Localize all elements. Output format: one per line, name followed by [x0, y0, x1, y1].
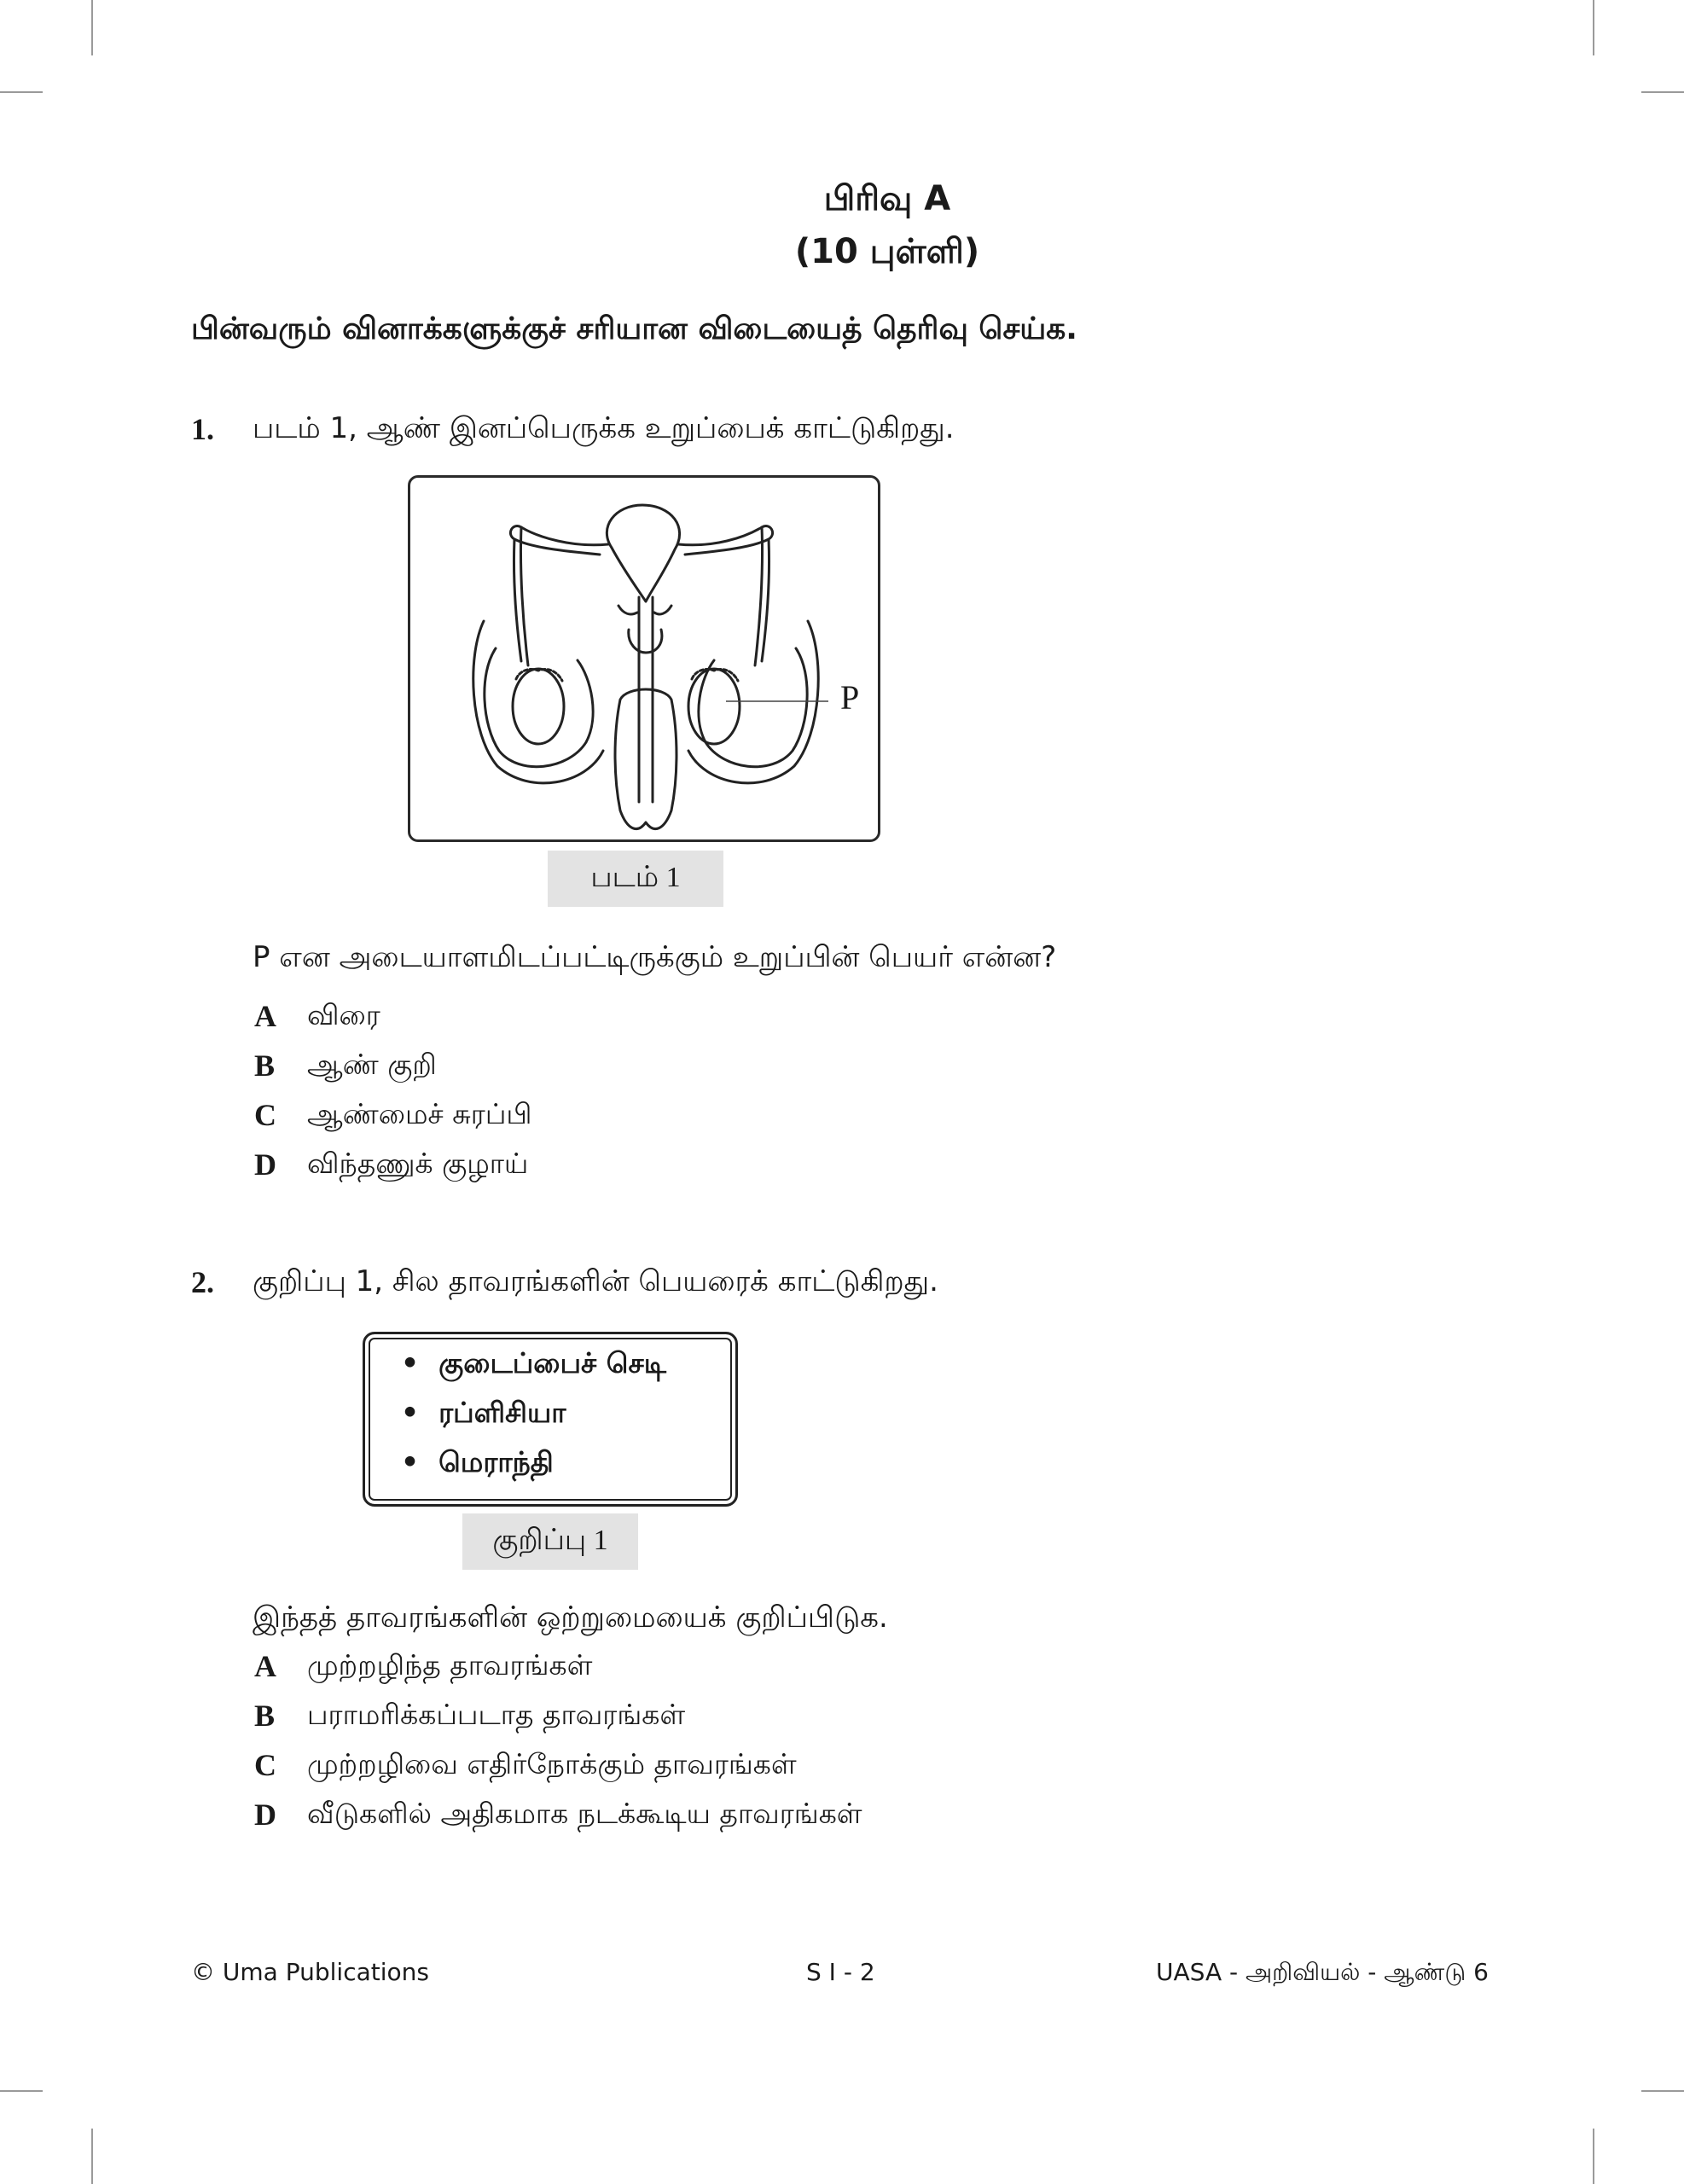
question-2-number: 2.	[191, 1265, 214, 1299]
footer-publisher: © Uma Publications	[191, 1958, 429, 1986]
figure-1-frame	[408, 475, 880, 842]
q2-option-d[interactable]: வீடுகளில் அதிகமாக நடக்கூடிய தாவரங்கள்	[307, 1797, 862, 1830]
q1-option-b[interactable]: ஆண் குறி	[307, 1048, 437, 1081]
question-1-prompt: P என அடையாளமிடப்பட்டிருக்கும் உறுப்பின் பெயர் என்ன?	[253, 940, 1057, 974]
note-1-caption: குறிப்பு 1	[462, 1513, 638, 1570]
crop-mark	[1593, 2129, 1594, 2184]
q2-option-a[interactable]: முற்றழிந்த தாவரங்கள்	[307, 1648, 593, 1682]
q1-option-d[interactable]: விந்தணுக் குழாய்	[307, 1147, 529, 1180]
q1-option-a[interactable]: விரை	[307, 998, 380, 1031]
figure-1-caption: படம் 1	[548, 851, 723, 907]
q2-option-d-letter: D	[254, 1798, 276, 1832]
q2-option-c-letter: C	[254, 1748, 276, 1782]
q1-option-d-letter: D	[254, 1147, 276, 1182]
q2-option-c[interactable]: முற்றழிவை எதிர்நோக்கும் தாவரங்கள்	[307, 1747, 797, 1780]
crop-mark	[0, 91, 43, 93]
q1-option-c-letter: C	[254, 1098, 276, 1132]
section-title: பிரிவு A	[823, 179, 951, 218]
crop-mark	[91, 2129, 93, 2184]
crop-mark	[1641, 2090, 1684, 2092]
question-1-intro: படம் 1, ஆண் இனப்பெருக்க உறுப்பைக் காட்டுகிறது.	[253, 411, 955, 445]
figure-label-p: P	[840, 678, 860, 717]
footer-page-number: S I - 2	[806, 1958, 875, 1986]
instruction: பின்வரும் வினாக்களுக்குச் சரியான விடையைத் தெரிவு செய்க.	[191, 311, 1077, 346]
section-marks: (10 புள்ளி)	[794, 232, 980, 271]
crop-mark	[1593, 0, 1594, 55]
q2-option-b[interactable]: பராமரிக்கப்படாத தாவரங்கள்	[307, 1698, 686, 1731]
question-2-prompt: இந்தத் தாவரங்களின் ஒற்றுமையைக் குறிப்பிடுக.	[253, 1600, 888, 1635]
note-item: • ரப்ளிசியா	[401, 1396, 566, 1429]
q1-option-a-letter: A	[254, 999, 276, 1033]
footer-subject: UASA - அறிவியல் - ஆண்டு 6	[1156, 1958, 1489, 1986]
question-1-number: 1.	[191, 412, 214, 446]
note-item: • குடைப்பைச் செடி	[401, 1346, 667, 1380]
male-reproductive-diagram	[410, 478, 878, 839]
crop-mark	[1641, 91, 1684, 93]
crop-mark	[91, 0, 93, 55]
q2-option-a-letter: A	[254, 1649, 276, 1683]
note-item: • மெராந்தி	[401, 1445, 554, 1478]
q1-option-b-letter: B	[254, 1048, 276, 1083]
crop-mark	[0, 2090, 43, 2092]
q1-option-c[interactable]: ஆண்மைச் சுரப்பி	[307, 1097, 532, 1130]
q2-option-b-letter: B	[254, 1699, 276, 1733]
question-2-intro: குறிப்பு 1, சில தாவரங்களின் பெயரைக் காட்டுகிறது.	[253, 1264, 938, 1298]
